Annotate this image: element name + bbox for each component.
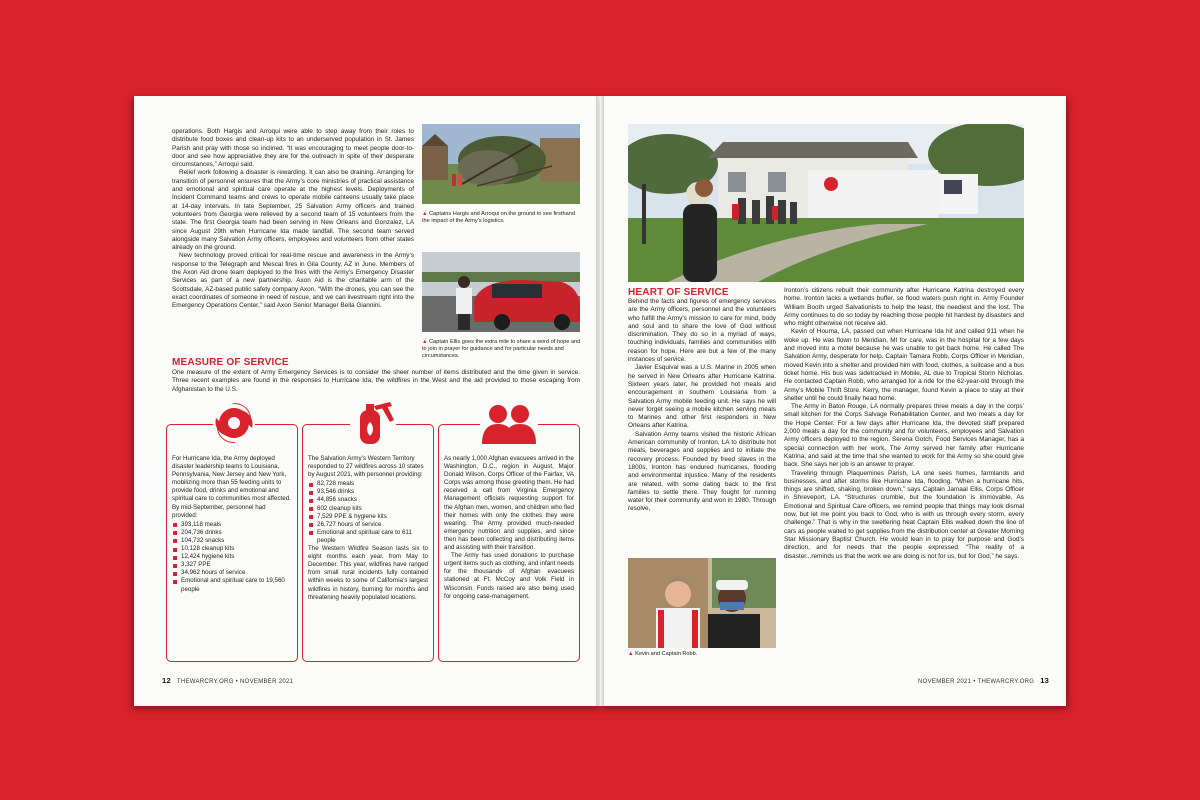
photo-captain-at-car: [422, 252, 580, 332]
page-footer: 12 THEWARCRY.ORG • NOVEMBER 2021: [162, 676, 294, 685]
right-page: [600, 96, 1066, 706]
people-icon: [476, 398, 540, 453]
stats-list: [172, 521, 292, 594]
box-text: The Salvation Army’s Western Territory responded to 27 wildfires across 10 states by August 2021, with personnel providing:: [308, 455, 424, 479]
photo-kevin-and-captain: [628, 558, 776, 648]
section-intro: One measure of the extent of Army Emergency Services is to consider the sheer number of items distributed and the time given in service. Three recent examples are found in the responses to Hurricane Ida, the wildfires in the West and the aid provided to those escaping from Afghanistan to the U.S.: [172, 369, 580, 393]
caption-triangle-icon: ▲: [628, 651, 634, 657]
stats-box-wildfire: [302, 424, 434, 662]
stats-list: [308, 480, 428, 545]
paragraph: Traveling through Plaquemines Parish, LA one sees homes, farmlands and businesses, and after storms like Hurricane Ida, flooding. “When a hurricane hits, things are shifted, shaking, broken down,” says Captain Jamaal Ellis, Corps Officer in Shreveport, LA. “Structures crumble, but the foundation is immovable. As Emotional and Spiritual Care officers, we remind people that things may look dismal now, but let me point you back to God, who is with us through every storm, every challenge.” That is why in the sweltering heat Captain Ellis walked down the line of cars as people waited to get supplies from the distribution center at Greater Morning Star Missionary Baptist Church. He would lean in to pray for purpose and God’s direction, and for needs that the people expressed. “The reality of a disaster...reminds us that the work we are doing is not for us, but for God,” he says.: [784, 469, 1024, 560]
right-column1-text: [628, 298, 776, 555]
paragraph: Ironton’s citizens rebuilt their community after Hurricane Katrina destroyed every home. Ironton lacks a wetlands buffer, so flood waters push right in. Army Founder William Booth urged Salvationists to help the least, the neediest and the lost. The Army continues to do so today by reaching those people hit hardest by disasters and who might otherwise not receive aid.: [784, 287, 1024, 328]
list-item: 10,128 cleanup kits: [172, 545, 292, 553]
list-item: 7,529 PPE & hygiene kits: [308, 513, 428, 521]
stats-box-afghan: [438, 424, 580, 662]
stats-box-hurricane: [166, 424, 298, 662]
left-page: [134, 96, 600, 706]
list-item: 82,728 meals: [308, 480, 428, 488]
list-item: Emotional and spiritual care to 19,560 people: [172, 577, 292, 593]
paragraph: The Army in Baton Rouge, LA normally prepares three meals a day in the corps’ small kitchen for the Corps Salvage Rehabilitation Center, and two meals a day for the Hope Center. For a few days after Hurricane Ida, the devoted staff prepared 2,000 meals a day for the community and for volunteers, employees and Salvation Army officers deployed to the region. Serena Gotch, Food Services Manager, has a special connection with her work. The Army served her family after Hurricane Katrina, and said at the time that she wanted to work for the Army so she could give back. She says her job is an answer to prayer.: [784, 403, 1024, 469]
left-column-text: [172, 128, 414, 356]
list-item: 44,856 snacks: [308, 496, 428, 504]
list-item: Emotional and spiritual care to 611 people: [308, 529, 428, 545]
photo-caption: ▲ Kevin and Captain Robb.: [628, 651, 698, 657]
hurricane-icon: [212, 400, 256, 451]
list-item: 93,546 drinks: [308, 488, 428, 496]
photo-caption: ▲ Captain Ellis goes the extra mile to share a word of hope and to join in prayer for guidance and for particular needs and circumstances.: [422, 339, 581, 359]
box-text: The Army has used donations to purchase urgent items such as clothing, and infant needs for the thousands of Afghan evacuees stationed at Ft. McCoy and Volk Field in Wisconsin. Funds raised are also being used for ongoing case-management.: [444, 552, 574, 600]
caption-triangle-icon: ▲: [422, 211, 428, 217]
box-text: For Hurricane Ida, the Army deployed disaster leadership teams to Louisiana, Pennsylvania, New Jersey and New York, mobilizing more than 55 feeding units to provide food, drinks and emotional and spiritual care to communities most affected. By mid-September, personnel had provided:: [172, 455, 291, 519]
list-item: 12,424 hygiene kits: [172, 553, 292, 561]
photo-storm-debris: [422, 124, 580, 204]
fire-extinguisher-icon: [346, 396, 400, 453]
list-item: 602 cleanup kits: [308, 505, 428, 513]
photo-caption: ▲ Captains Hargis and Arroqui on the ground to see firsthand the impact of the Army’s logistics.: [422, 211, 575, 224]
page-number: 12: [162, 676, 171, 685]
paragraph: Kevin of Houma, LA, passed out when Hurricane Ida hit and called 911 when he woke up. He was flown to Meridian, MI for care, was in the hospital for a few days and moved into a motel because he was unable to get back home. He called The Salvation Army, desperate for help. Captain Tamara Robb, Corps Officer in Meridian, moved Kevin into a shelter and provided him with food, clothes, a suitcase and a bus ticket home. His bus was sidetracked in Mobile, AL due to Tropical Storm Nicholas. He contacted Captain Robb, who arranged for a ride for the 62-year-old through the Army’s Mobile Thrift Store. Kerry, the manager, found Kevin a place to stay at their shelter until he could finally head home.: [784, 328, 1024, 402]
paragraph: Relief work following a disaster is rewarding. It can also be draining. Arranging for transition of personnel ensures that the Army’s core ministries of practical assistance and emotional and spiritual care operate at the highest levels. Deployments of Incident Command teams and crews to operate mobile canteens usually take place at 14-day intervals. In late September, 25 Salvation Army officers and trained volunteers from Georgia were relieved by a second team of 15 volunteers from the state. The first Georgia team had been serving in New Orleans and Gonzalez, LA since August 29th when Hurricane Ida made landfall. The second team served alongside many Salvation Army officers, employees and volunteers from other states already on the ground.: [172, 169, 414, 252]
paragraph: Javier Esquival was a U.S. Marine in 2005 when he served in New Orleans after Hurricane Katrina. Sixteen years later, he provided hot meals and encouragement in southern Louisiana from a Salvation Army mobile feeding unit. He says he will never forget seeing a mobile kitchen serving meals to Marines and other first responders in New Orleans after Katrina.: [628, 364, 776, 430]
box-text: As nearly 1,000 Afghan evacuees arrived in the Washington, D.C., region in August, Major Donald Wilson, Corps Officer of the Fairfax, VA Corps was among those greeting them. He had received a call from Virginia Emergency Management officials requesting support for the Afghan men, women, and children who fled their homes with only the clothes they were wearing. The Army provided much-needed emergency nutrition and supplies, and since then has been collecting and distributing items and assisting with their transition.: [444, 455, 574, 552]
page-number: 13: [1040, 676, 1050, 685]
list-item: 393,118 meals: [172, 521, 292, 529]
page-footer: NOVEMBER 2021 • THEWARCRY.ORG 13: [918, 676, 1050, 685]
list-item: 104,732 snacks: [172, 537, 292, 545]
list-item: 34,962 hours of service: [172, 569, 292, 577]
paragraph: New technology proved critical for real-time rescue and awareness in the Army’s response to the Telegraph and Mescal fires in Gila County, AZ in June. Members of the Axon Aid drone team deployed to the fires with the Army’s Emergency Disaster Services as part of a new partnership. Axon Aid is the charitable arm of the Scottsdale, AZ-based public safety company Axon. “With the drones, you can see the exact coordinates of someone in need of rescue, and we can livestream right into the Emergency Operations Center,” said Axon Senior Manager Bella Giannini.: [172, 252, 414, 310]
section-heading: HEART OF SERVICE: [628, 287, 729, 298]
box-text: The Western Wildfire Season lasts six to eight months each year, from May to December. This year, wildfires have ranged from small rural incidents fully contained within weeks to some of California’s largest wildfires in history, burning for months and threatening heavily populated locations.: [308, 545, 428, 601]
list-item: 26,727 hours of service: [308, 521, 428, 529]
paragraph: Salvation Army teams visited the historic African American community of Ironton, LA to distribute hot meals, beverages and supplies and to initiate the recovery process. Founded by freed slaves in the 1800s, Ironton has endured hurricanes, flooding and environmental injustice. Many of the residents are related, with some dating back to the first families to settle there. They fought for running water for their community and won in 1980. Through resolve,: [628, 430, 776, 513]
paragraph: Behind the facts and figures of emergency services are the Army officers, personnel and the volunteers who fulfill the Army’s mission to care for mind, body and soul and to share the love of God without discrimination. They do so in a myriad of ways, touching individuals, families and communities with reason for hope. Here are but a few of the many instances of service.: [628, 298, 776, 364]
photo-relief-line: [628, 124, 1024, 282]
paragraph: operations. Both Hargis and Arroqui were able to step away from their roles to distribute food boxes and clean-up kits to an underserved population in St. James Parish and pray with those so inclined. “It was encouraging to meet people door-to-door and see how appreciative they are for the outreach in spite of their desperate circumstances,” Arroqui said.: [172, 128, 414, 169]
magazine-spine: [596, 96, 604, 706]
caption-triangle-icon: ▲: [422, 339, 428, 345]
list-item: 3,327 PPE: [172, 561, 292, 569]
section-heading: MEASURE OF SERVICE: [172, 357, 289, 368]
list-item: 204,736 drinks: [172, 529, 292, 537]
right-column2-text: [784, 287, 1024, 657]
